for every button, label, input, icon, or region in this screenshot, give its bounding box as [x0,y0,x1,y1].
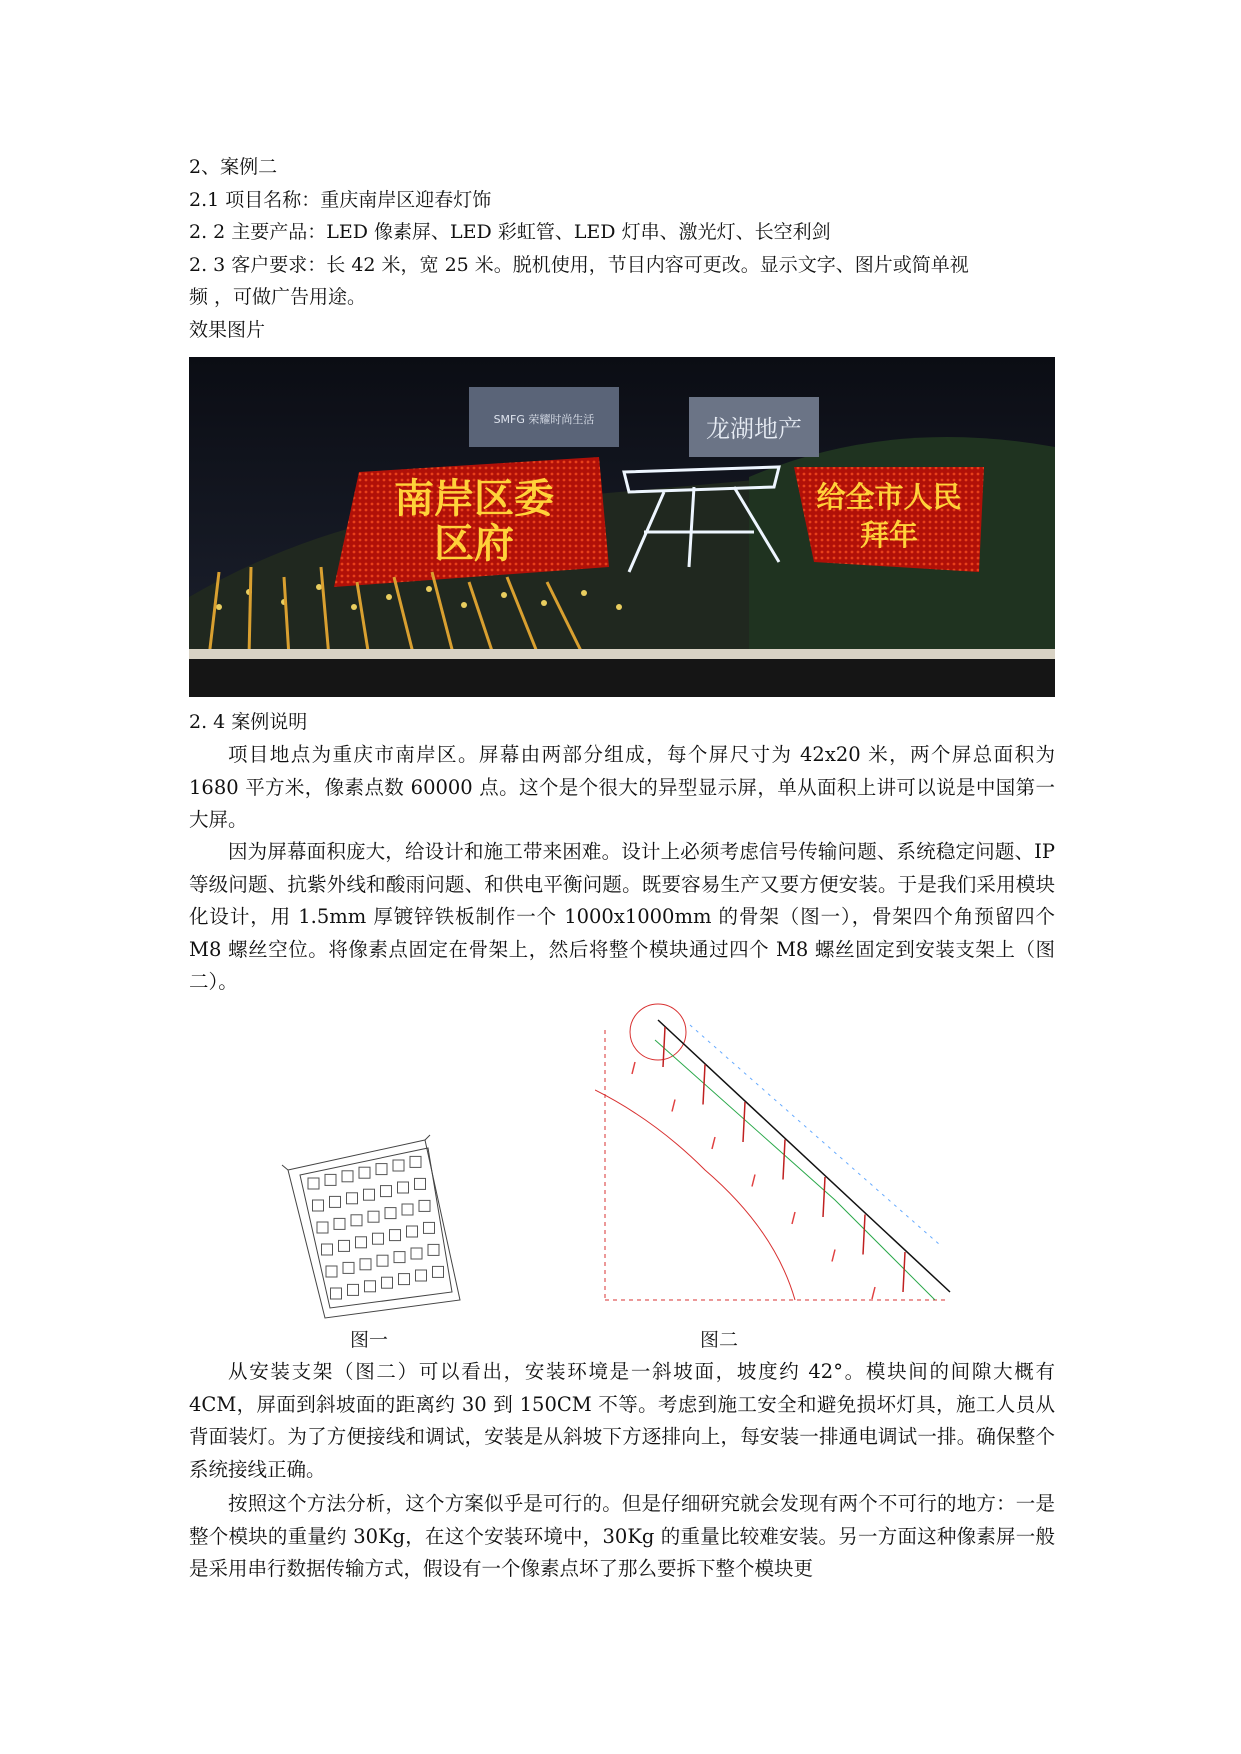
module-pixel-cell [394,1252,405,1263]
module-pixel-cell [334,1218,345,1229]
module-pixel-cell [317,1222,328,1233]
module-pixel-cell [373,1233,384,1244]
sign-right-line2: 拜年 [859,518,919,552]
module-pixel-cell [407,1226,418,1237]
figure1-module-frame [280,1130,465,1320]
paragraph-4: 按照这个方法分析，这个方案似乎是可行的。但是仔细研究就会发现有两个不可行的地方：一是整个模块的重量约 30Kg，在这个安装环境中，30Kg 的重量比较难安装。另一方面这种像素屏一般是采用串行数据传输方式，假设有一个像素点坏了那么要拆下整个模块更 [189,1492,1055,1580]
module-pixel-cell [347,1193,358,1204]
project-name: 2.1 项目名称：重庆南岸区迎春灯饰 [189,189,492,211]
module-pixel-cell [390,1230,401,1241]
module-pixel-cell [416,1270,427,1281]
module-pixel-cell [398,1182,409,1193]
module-pixel-cell [339,1240,350,1251]
client-requirements: 2. 3 客户要求：长 42 米，宽 25 米。脱机使用，节目内容可更改。显示文字、图片或简单视 [189,254,969,276]
guard-rail [189,649,1055,659]
module-pixel-cell [351,1215,362,1226]
billboard-left-text: SMFG 荣耀时尚生活 [493,413,595,426]
module-pixel-cell [313,1200,324,1211]
module-pixel-cell [410,1156,421,1167]
module-pixel-cell [376,1164,387,1175]
module-pixel-cell [356,1237,367,1248]
module-pixel-cell [381,1186,392,1197]
module-pixel-cell [393,1160,404,1171]
module-pixel-cell [343,1262,354,1273]
figure1-caption: 图一 [350,1329,389,1351]
module-pixel-cell [365,1281,376,1292]
sign-left-line2: 区府 [434,521,514,567]
module-pixel-cell [330,1196,341,1207]
client-requirements-cont: 频 ，可做广告用途。 [189,286,367,308]
effect-label: 效果图片 [189,319,266,341]
module-pixel-cell [325,1174,336,1185]
paragraph-3: 从安装支架（图二）可以看出，安装环境是一斜坡面，坡度约 42°。模块间的间隙大概有 4CM，屏面到斜坡面的距离约 30 到 150CM 不等。考虑到施工安全和避免损坏灯具，施工人员从背面装灯。为了方便接线和调试，安装是从斜坡下方逐排向上，每安装一排通电调试一排。确保整个系统接线正确。 [189,1360,1055,1481]
module-pixel-cell [364,1189,375,1200]
paragraph-1: 项目地点为重庆市南岸区。屏幕由两部分组成，每个屏尺寸为 42x20 米，两个屏总面积为 1680 平方米，像素点数 60000 点。这个是个很大的异型显示屏，单从面积上讲可以说是中国第一大屏。 [189,743,1055,831]
module-pixel-cell [433,1266,444,1277]
project-night-photo [189,357,1055,697]
sign-left-line1: 南岸区委 [394,476,554,522]
module-pixel-cell [342,1171,353,1182]
module-pixel-cell [428,1244,439,1255]
module-pixel-cell [359,1167,370,1178]
sign-right-line1: 给全市人民 [816,480,962,514]
module-pixel-cell [382,1277,393,1288]
figure2-caption: 图二 [700,1329,739,1351]
module-pixel-cell [326,1266,337,1277]
module-pixel-cell [411,1248,422,1259]
module-pixel-cell [419,1200,430,1211]
module-pixel-cell [348,1284,359,1295]
module-pixel-cell [399,1274,410,1285]
billboard-right-text: 龙湖地产 [706,415,802,443]
main-products: 2. 2 主要产品：LED 像素屏、LED 彩虹管、LED 灯串、激光灯、长空利剑 [189,221,831,243]
module-pixel-cell [415,1178,426,1189]
module-pixel-cell [424,1222,435,1233]
module-pixel-cell [368,1211,379,1222]
module-pixel-cell [322,1244,333,1255]
section-heading: 2、案例二 [189,156,278,178]
module-pixel-cell [385,1208,396,1219]
paragraph-2: 因为屏幕面积庞大，给设计和施工带来困难。设计上必须考虑信号传输问题、系统稳定问题、IP 等级问题、抗紫外线和酸雨问题、和供电平衡问题。既要容易生产又要方便安装。于是我们采用模块化设计，用 1.5mm 厚镀锌铁板制作一个 1000x1000mm 的骨架（图一），骨架四个角预留四个 M8 螺丝空位。将像素点固定在骨架上，然后将整个模块通过四个 M8 螺丝固定到安装支架上（图二）。 [189,840,1055,993]
module-pixel-cell [360,1259,371,1270]
module-pixel-cell [331,1288,342,1299]
module-pixel-cell [402,1204,413,1215]
module-pixel-cell [308,1178,319,1189]
module-pixel-cell [377,1255,388,1266]
figure2-mounting-bracket [595,1000,965,1310]
section-case-description: 2. 4 案例说明 [189,711,308,733]
